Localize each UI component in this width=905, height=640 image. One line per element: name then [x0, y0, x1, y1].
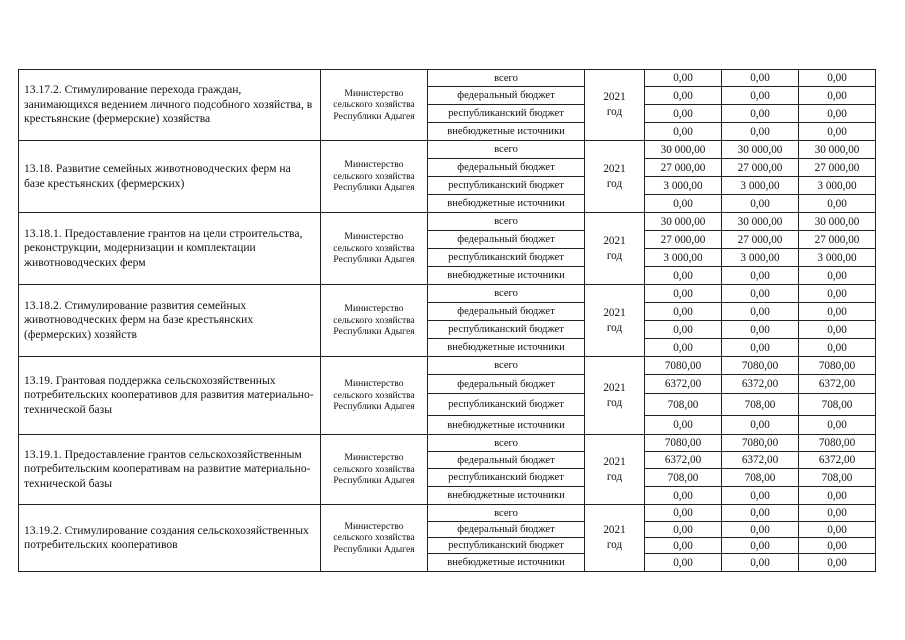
- responsible-line: Республики Адыгея: [333, 543, 415, 555]
- year-value: 2021: [603, 91, 626, 103]
- year-unit: год: [606, 321, 623, 334]
- funding-source-cell: внебюджетные источники: [428, 554, 585, 572]
- year-unit: год: [606, 249, 623, 262]
- funding-source-cell: внебюджетные источники: [428, 487, 585, 505]
- year-unit: год: [606, 470, 623, 483]
- amount-cell: 708,00: [645, 394, 722, 416]
- year-value: 2021: [603, 162, 626, 175]
- amount-cell: 0,00: [722, 554, 799, 572]
- funding-source-cell: республиканский бюджет: [428, 249, 585, 267]
- amount-cell: 27 000,00: [722, 231, 799, 249]
- responsible-line: сельского хозяйства: [333, 170, 415, 182]
- amount-cell: 30 000,00: [799, 213, 876, 231]
- amount-cell: 30 000,00: [799, 141, 876, 159]
- responsible-cell: [321, 435, 428, 505]
- amount-cell: 0,00: [645, 267, 722, 285]
- year-cell: [585, 505, 645, 572]
- responsible-line: Республики Адыгея: [333, 326, 415, 338]
- amount-cell: 7080,00: [722, 357, 799, 375]
- funding-source-cell: внебюджетные источники: [428, 339, 585, 357]
- amount-cell: 0,00: [722, 487, 799, 505]
- amount-cell: 0,00: [645, 554, 722, 572]
- table-row: [19, 141, 876, 159]
- funding-source-cell: всего: [428, 141, 585, 159]
- amount-cell: 6372,00: [722, 375, 799, 394]
- responsible-line: Министерство: [344, 452, 404, 464]
- amount-cell: 0,00: [722, 105, 799, 123]
- amount-cell: 30 000,00: [722, 213, 799, 231]
- amount-cell: 0,00: [799, 416, 876, 435]
- amount-cell: 0,00: [799, 505, 876, 522]
- table-row: [19, 213, 876, 231]
- amount-cell: 0,00: [645, 285, 722, 303]
- amount-cell: 6372,00: [722, 452, 799, 469]
- year-cell: [585, 435, 645, 505]
- amount-cell: 0,00: [645, 416, 722, 435]
- budget-table: [18, 69, 876, 572]
- funding-source-cell: федеральный бюджет: [428, 452, 585, 469]
- amount-cell: 0,00: [799, 195, 876, 213]
- amount-cell: 30 000,00: [645, 213, 722, 231]
- funding-source-cell: всего: [428, 285, 585, 303]
- amount-cell: 6372,00: [645, 375, 722, 394]
- amount-cell: 0,00: [722, 522, 799, 538]
- amount-cell: 0,00: [799, 105, 876, 123]
- year-unit: год: [606, 177, 623, 190]
- amount-cell: 0,00: [645, 70, 722, 87]
- funding-source-cell: всего: [428, 70, 585, 87]
- responsible-line: Министерство: [344, 378, 404, 390]
- amount-cell: 27 000,00: [799, 159, 876, 177]
- funding-source-cell: федеральный бюджет: [428, 159, 585, 177]
- amount-cell: 708,00: [799, 469, 876, 487]
- amount-cell: 0,00: [722, 416, 799, 435]
- funding-source-cell: внебюджетные источники: [428, 195, 585, 213]
- event-name-cell: 13.18.2. Стимулирование развития семейных животноводческих ферм на базе крестьянских (фермерских) хозяйств: [19, 285, 321, 357]
- event-name-cell: 13.19. Грантовая поддержка сельскохозяйственных потребительских кооперативов для развития материально-технической базы: [19, 357, 321, 435]
- responsible-line: Министерство: [344, 87, 404, 99]
- amount-cell: 0,00: [645, 538, 722, 554]
- amount-cell: 0,00: [722, 321, 799, 339]
- funding-source-cell: федеральный бюджет: [428, 303, 585, 321]
- responsible-line: сельского хозяйства: [333, 389, 415, 401]
- amount-cell: 0,00: [722, 339, 799, 357]
- amount-cell: 0,00: [722, 267, 799, 285]
- responsible-line: Министерство: [344, 159, 404, 171]
- amount-cell: 6372,00: [645, 452, 722, 469]
- amount-cell: 0,00: [645, 339, 722, 357]
- amount-cell: 6372,00: [799, 452, 876, 469]
- amount-cell: 27 000,00: [645, 159, 722, 177]
- funding-source-cell: федеральный бюджет: [428, 87, 585, 105]
- table-row: [19, 357, 876, 375]
- amount-cell: 0,00: [799, 554, 876, 572]
- funding-source-cell: республиканский бюджет: [428, 469, 585, 487]
- event-name-cell: 13.19.1. Предоставление грантов сельскохозяйственным потребительским кооперативам на развитие материально-технической базы: [19, 435, 321, 505]
- responsible-cell: [321, 285, 428, 357]
- responsible-line: сельского хозяйства: [333, 314, 415, 326]
- responsible-line: Министерство: [344, 231, 404, 243]
- responsible-cell: [321, 141, 428, 213]
- amount-cell: 3 000,00: [645, 177, 722, 195]
- amount-cell: 7080,00: [799, 435, 876, 452]
- responsible-line: Республики Адыгея: [333, 475, 415, 487]
- event-name-cell: 13.17.2. Стимулирование перехода граждан, занимающихся ведением личного подсобного хозяйства, в крестьянские (фермерские) хозяйства: [19, 70, 321, 141]
- year-unit: год: [606, 396, 623, 409]
- table-row: [19, 285, 876, 303]
- year-cell: [585, 70, 645, 141]
- amount-cell: 7080,00: [645, 357, 722, 375]
- amount-cell: 0,00: [799, 123, 876, 141]
- responsible-line: Министерство: [344, 520, 404, 532]
- year-unit: год: [606, 539, 623, 551]
- amount-cell: 6372,00: [799, 375, 876, 394]
- amount-cell: 0,00: [645, 123, 722, 141]
- responsible-cell: [321, 357, 428, 435]
- amount-cell: 0,00: [799, 339, 876, 357]
- budget-table-body: [19, 70, 876, 572]
- responsible-line: Республики Адыгея: [333, 182, 415, 194]
- funding-source-cell: внебюджетные источники: [428, 267, 585, 285]
- amount-cell: 7080,00: [799, 357, 876, 375]
- amount-cell: 0,00: [799, 487, 876, 505]
- responsible-line: сельского хозяйства: [333, 242, 415, 254]
- amount-cell: 0,00: [645, 522, 722, 538]
- funding-source-cell: всего: [428, 213, 585, 231]
- funding-source-cell: республиканский бюджет: [428, 105, 585, 123]
- year-value: 2021: [603, 234, 626, 247]
- amount-cell: 3 000,00: [722, 177, 799, 195]
- event-name-cell: 13.18.1. Предоставление грантов на цели строительства, реконструкции, модернизации и комплектации животноводческих ферм: [19, 213, 321, 285]
- funding-source-cell: республиканский бюджет: [428, 321, 585, 339]
- event-name-cell: 13.19.2. Стимулирование создания сельскохозяйственных потребительских кооперативов: [19, 505, 321, 572]
- amount-cell: 0,00: [722, 123, 799, 141]
- amount-cell: 0,00: [645, 87, 722, 105]
- amount-cell: 0,00: [645, 105, 722, 123]
- amount-cell: 30 000,00: [722, 141, 799, 159]
- table-row: [19, 70, 876, 87]
- funding-source-cell: всего: [428, 357, 585, 375]
- amount-cell: 3 000,00: [722, 249, 799, 267]
- amount-cell: 27 000,00: [799, 231, 876, 249]
- amount-cell: 0,00: [799, 285, 876, 303]
- responsible-cell: [321, 505, 428, 572]
- amount-cell: 0,00: [722, 505, 799, 522]
- event-name-cell: 13.18. Развитие семейных животноводческих ферм на базе крестьянских (фермерских): [19, 141, 321, 213]
- responsible-cell: [321, 70, 428, 141]
- funding-source-cell: федеральный бюджет: [428, 231, 585, 249]
- amount-cell: 0,00: [645, 303, 722, 321]
- amount-cell: 0,00: [799, 522, 876, 538]
- responsible-line: Республики Адыгея: [333, 401, 415, 413]
- amount-cell: 30 000,00: [645, 141, 722, 159]
- amount-cell: 0,00: [799, 267, 876, 285]
- amount-cell: 708,00: [722, 469, 799, 487]
- responsible-cell: [321, 213, 428, 285]
- amount-cell: 0,00: [722, 70, 799, 87]
- amount-cell: 27 000,00: [645, 231, 722, 249]
- funding-source-cell: внебюджетные источники: [428, 123, 585, 141]
- amount-cell: 3 000,00: [799, 177, 876, 195]
- year-value: 2021: [603, 524, 626, 536]
- amount-cell: 708,00: [799, 394, 876, 416]
- responsible-line: Республики Адыгея: [333, 110, 415, 122]
- year-value: 2021: [603, 306, 626, 319]
- year-cell: [585, 141, 645, 213]
- table-row: [19, 435, 876, 452]
- amount-cell: 0,00: [722, 285, 799, 303]
- funding-source-cell: всего: [428, 435, 585, 452]
- amount-cell: 0,00: [799, 538, 876, 554]
- amount-cell: 708,00: [722, 394, 799, 416]
- funding-source-cell: республиканский бюджет: [428, 394, 585, 416]
- amount-cell: 0,00: [645, 487, 722, 505]
- year-unit: год: [606, 106, 623, 118]
- funding-source-cell: федеральный бюджет: [428, 522, 585, 538]
- funding-source-cell: внебюджетные источники: [428, 416, 585, 435]
- year-cell: [585, 213, 645, 285]
- amount-cell: 708,00: [645, 469, 722, 487]
- funding-source-cell: всего: [428, 505, 585, 522]
- amount-cell: 0,00: [722, 303, 799, 321]
- amount-cell: 7080,00: [645, 435, 722, 452]
- responsible-line: сельского хозяйства: [333, 532, 415, 544]
- responsible-line: сельского хозяйства: [333, 99, 415, 111]
- table-row: [19, 505, 876, 522]
- amount-cell: 0,00: [799, 70, 876, 87]
- funding-source-cell: республиканский бюджет: [428, 177, 585, 195]
- amount-cell: 7080,00: [722, 435, 799, 452]
- amount-cell: 0,00: [799, 321, 876, 339]
- amount-cell: 0,00: [645, 505, 722, 522]
- responsible-line: сельского хозяйства: [333, 463, 415, 475]
- responsible-line: Министерство: [344, 303, 404, 315]
- amount-cell: 0,00: [645, 195, 722, 213]
- amount-cell: 3 000,00: [645, 249, 722, 267]
- year-value: 2021: [603, 455, 626, 468]
- funding-source-cell: федеральный бюджет: [428, 375, 585, 394]
- funding-source-cell: республиканский бюджет: [428, 538, 585, 554]
- amount-cell: 0,00: [722, 87, 799, 105]
- amount-cell: 0,00: [645, 321, 722, 339]
- amount-cell: 0,00: [722, 195, 799, 213]
- amount-cell: 0,00: [799, 303, 876, 321]
- year-value: 2021: [603, 381, 626, 394]
- responsible-line: Республики Адыгея: [333, 254, 415, 266]
- year-cell: [585, 285, 645, 357]
- year-cell: [585, 357, 645, 435]
- amount-cell: 3 000,00: [799, 249, 876, 267]
- amount-cell: 27 000,00: [722, 159, 799, 177]
- amount-cell: 0,00: [722, 538, 799, 554]
- amount-cell: 0,00: [799, 87, 876, 105]
